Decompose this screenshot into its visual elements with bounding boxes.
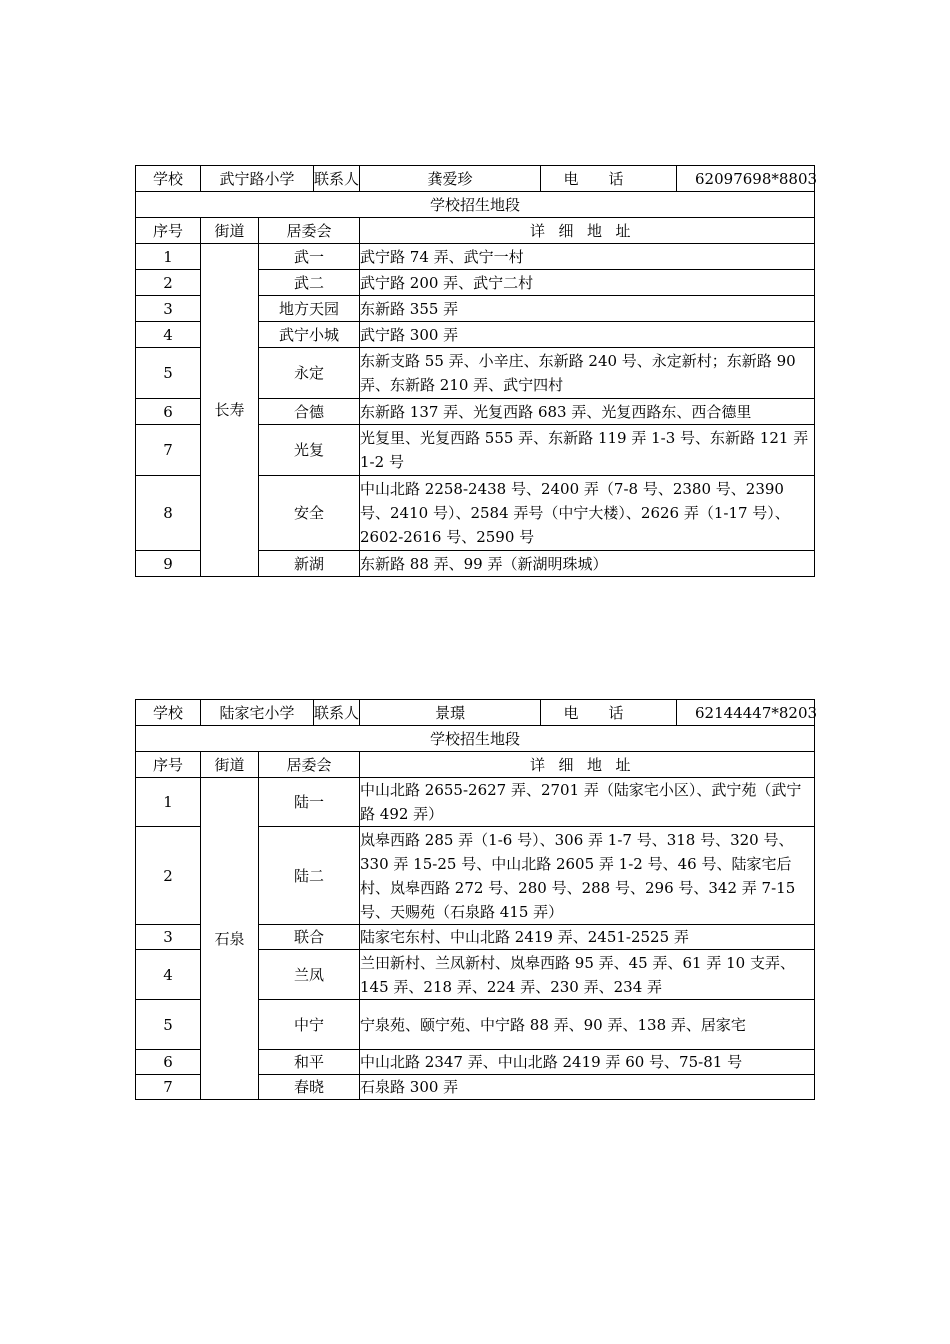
row-no: 5 <box>136 348 201 399</box>
caption-row <box>136 192 815 218</box>
col-address-header: 详细地址 <box>360 752 815 778</box>
contact-name: 龚爱珍 <box>360 166 541 192</box>
col-no-header: 序号 <box>136 218 201 244</box>
col-street-header: 街道 <box>201 752 259 778</box>
address-text: 兰田新村、兰凤新村、岚皋西路 95 弄、45 弄、61 弄 10 支弄、145 弄、218 弄、224 弄、230 弄、234 弄 <box>360 950 815 1000</box>
contact-label: 联系人 <box>314 700 360 726</box>
committee-name: 陆一 <box>259 778 360 827</box>
contact-name: 景璟 <box>360 700 541 726</box>
school-label: 学校 <box>136 700 201 726</box>
school-label: 学校 <box>136 166 201 192</box>
table-row <box>136 244 815 270</box>
school-info-row <box>136 700 815 726</box>
address-text: 陆家宅东村、中山北路 2419 弄、2451-2525 弄 <box>360 925 815 950</box>
street-name: 长寿 <box>201 244 259 577</box>
committee-name: 武二 <box>259 270 360 296</box>
committee-name: 春晓 <box>259 1075 360 1100</box>
col-committee-header: 居委会 <box>259 218 360 244</box>
row-no: 9 <box>136 551 201 577</box>
phone-number: 62144447*8203 <box>677 700 815 726</box>
committee-name: 地方天园 <box>259 296 360 322</box>
school-name: 陆家宅小学 <box>201 700 314 726</box>
address-text: 东新路 137 弄、光复西路 683 弄、光复西路东、西合德里 <box>360 399 815 425</box>
address-text: 中山北路 2347 弄、中山北路 2419 弄 60 号、75-81 号 <box>360 1050 815 1075</box>
school-name: 武宁路小学 <box>201 166 314 192</box>
col-street-header: 街道 <box>201 218 259 244</box>
caption-row <box>136 726 815 752</box>
address-text: 中山北路 2655-2627 弄、2701 弄（陆家宅小区）、武宁苑（武宁路 492 弄） <box>360 778 815 827</box>
committee-name: 中宁 <box>259 1000 360 1050</box>
row-no: 6 <box>136 399 201 425</box>
row-no: 4 <box>136 322 201 348</box>
row-no: 7 <box>136 1075 201 1100</box>
row-no: 3 <box>136 296 201 322</box>
committee-name: 光复 <box>259 425 360 476</box>
phone-label: 电话 <box>541 166 677 192</box>
row-no: 2 <box>136 827 201 925</box>
committee-name: 新湖 <box>259 551 360 577</box>
committee-name: 武宁小城 <box>259 322 360 348</box>
col-committee-header: 居委会 <box>259 752 360 778</box>
row-no: 2 <box>136 270 201 296</box>
row-no: 4 <box>136 950 201 1000</box>
committee-name: 联合 <box>259 925 360 950</box>
school-info-row <box>136 166 815 192</box>
row-no: 6 <box>136 1050 201 1075</box>
committee-name: 安全 <box>259 476 360 551</box>
table-caption: 学校招生地段 <box>136 726 815 752</box>
school-table-lujiazhai <box>135 699 818 1100</box>
committee-name: 永定 <box>259 348 360 399</box>
row-no: 5 <box>136 1000 201 1050</box>
street-name: 石泉 <box>201 778 259 1100</box>
row-no: 3 <box>136 925 201 950</box>
table-caption: 学校招生地段 <box>136 192 815 218</box>
contact-label: 联系人 <box>314 166 360 192</box>
row-no: 1 <box>136 778 201 827</box>
address-text: 石泉路 300 弄 <box>360 1075 815 1100</box>
row-no: 7 <box>136 425 201 476</box>
row-no: 1 <box>136 244 201 270</box>
table-row <box>136 778 815 827</box>
column-header-row <box>136 752 815 778</box>
committee-name: 和平 <box>259 1050 360 1075</box>
address-text: 武宁路 200 弄、武宁二村 <box>360 270 815 296</box>
address-text: 武宁路 74 弄、武宁一村 <box>360 244 815 270</box>
address-text: 东新路 355 弄 <box>360 296 815 322</box>
committee-name: 武一 <box>259 244 360 270</box>
address-text: 光复里、光复西路 555 弄、东新路 119 弄 1-3 号、东新路 121 弄 1-2 号 <box>360 425 815 476</box>
school-table-wuninglu <box>135 165 818 577</box>
committee-name: 合德 <box>259 399 360 425</box>
address-text: 中山北路 2258-2438 号、2400 弄（7-8 号、2380 号、2390 号、2410 号）、2584 弄号（中宁大楼）、2626 弄（1-17 号）、2602-2616 号、2590 号 <box>360 476 815 551</box>
phone-number: 62097698*8803 <box>677 166 815 192</box>
address-text: 宁泉苑、颐宁苑、中宁路 88 弄、90 弄、138 弄、居家宅 <box>360 1000 815 1050</box>
column-header-row <box>136 218 815 244</box>
address-text: 东新支路 55 弄、小辛庄、东新路 240 号、永定新村；东新路 90 弄、东新路 210 弄、武宁四村 <box>360 348 815 399</box>
phone-label: 电话 <box>541 700 677 726</box>
committee-name: 兰凤 <box>259 950 360 1000</box>
col-no-header: 序号 <box>136 752 201 778</box>
col-address-header: 详细地址 <box>360 218 815 244</box>
address-text: 岚皋西路 285 弄（1-6 号）、306 弄 1-7 号、318 号、320 号、330 弄 15-25 号、中山北路 2605 弄 1-2 号、46 号、陆家宅后村、岚皋西路 272 号、280 号、288 号、296 号、342 弄 7-15 号、天赐苑（石泉路 415 弄） <box>360 827 815 925</box>
address-text: 东新路 88 弄、99 弄（新湖明珠城） <box>360 551 815 577</box>
row-no: 8 <box>136 476 201 551</box>
committee-name: 陆二 <box>259 827 360 925</box>
address-text: 武宁路 300 弄 <box>360 322 815 348</box>
